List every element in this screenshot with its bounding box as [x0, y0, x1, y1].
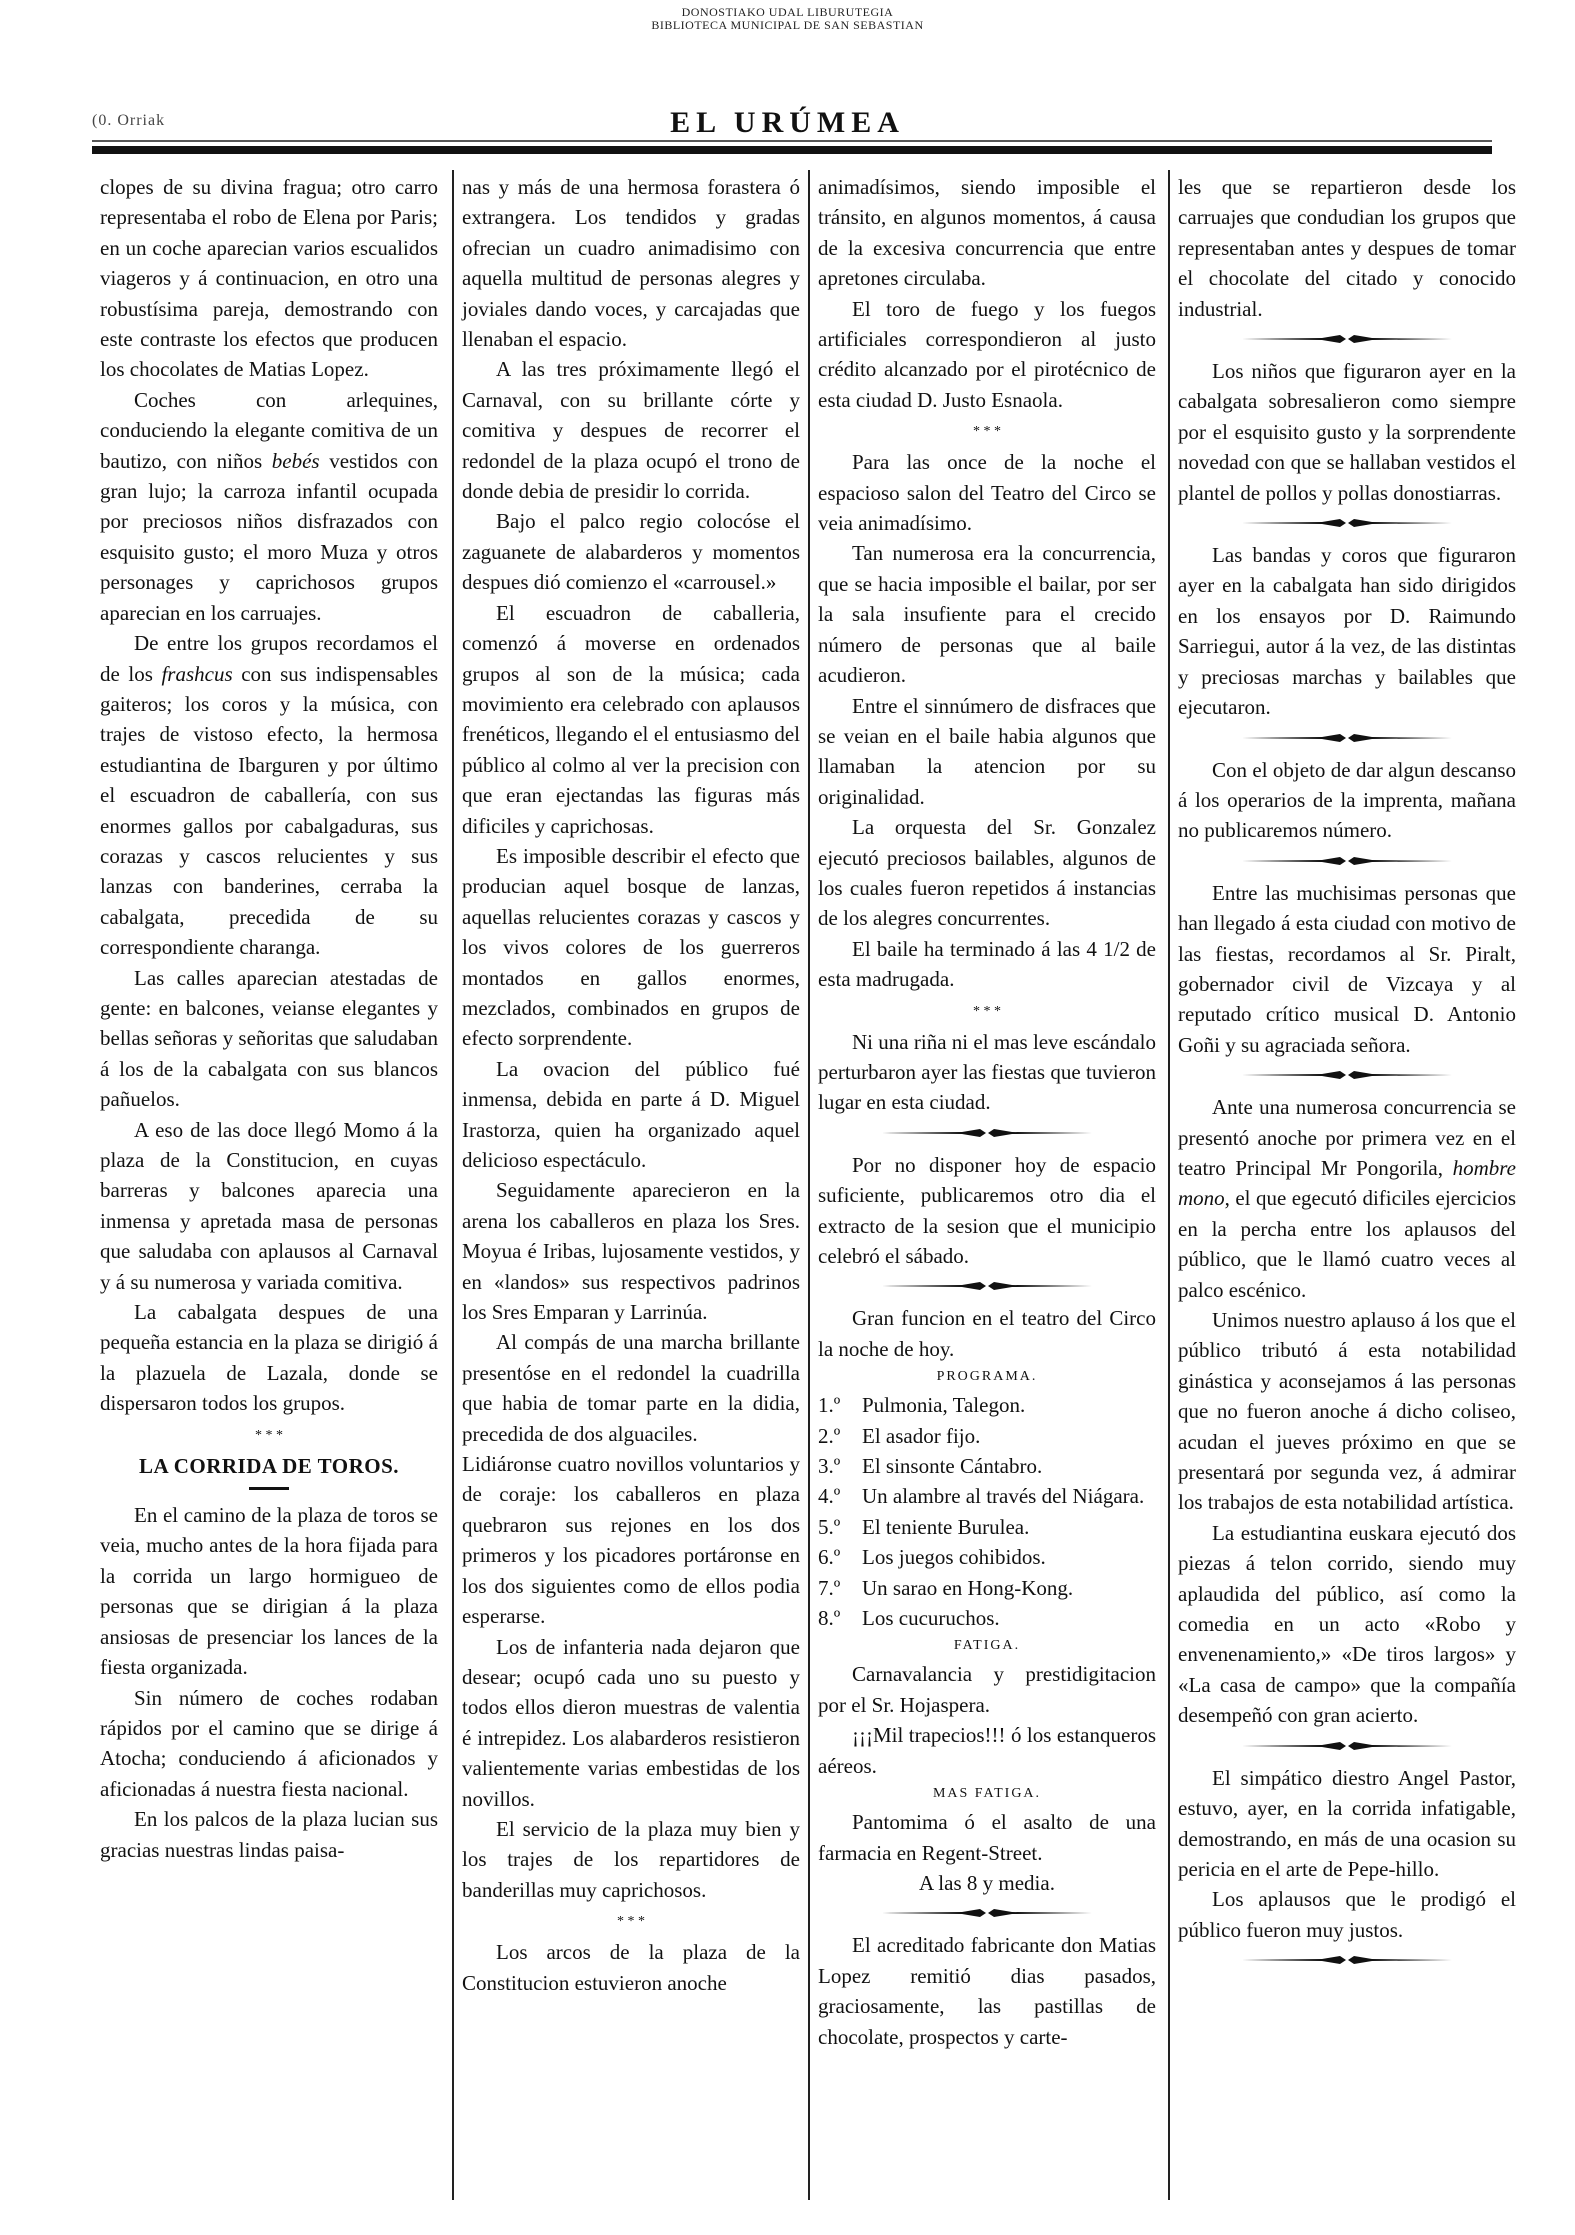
program-item-number: 3.º	[818, 1454, 841, 1479]
paragraph: Los niños que figuraron ayer en la cabalgata sobresalieron como siempre por el esquisito gusto y la sorprendente novedad con que se hallaban vestidos el plantel de pollos y pollas donostiarras.	[1178, 359, 1516, 505]
program-item	[818, 1451, 1156, 1481]
ornamental-divider	[1242, 518, 1452, 528]
text: con sus indispensables gaiteros; los coros y la música, con trajes de vistoso efecto, la hermosa estudiantina de Ibarguren y por último el escuadron de caballería, con sus enormes gallos por cabalgaduras, sus corazas y cascos relucientes y sus lanzas con banderines, cerraba la cabalgata, precedida de su correspondiente charanga.	[100, 661, 439, 960]
paragraph: Unimos nuestro aplauso á los que el público tributó á esta notabilidad ginástica y aconsejamos á las personas que no fueron anoche á dicho coliseo, acudan el jueves próximo en que se presentará por segunda vez, á admirar los trabajos de esta notabilidad artística.	[1178, 1308, 1516, 1515]
paragraph: En el camino de la plaza de toros se veia, mucho antes de la hora fijada para la corrida un largo hormigueo de personas que se dirigian á la plaza ansiosas de presenciar los lances de la fiesta organizada.	[100, 1503, 438, 1680]
section-asterisks: * * *	[973, 424, 1001, 440]
text: , el que egecutó dificiles ejercicios en la percha entre los aplausos del público, que le llamó cuatro veces al palco escénico.	[1178, 1186, 1516, 1302]
program-item	[818, 1421, 1156, 1451]
paragraph: Seguidamente aparecieron en la arena los caballeros en plaza los Sres. Moyua é Iribas, lujosamente vestidos, y en «landos» sus respectivos padrinos los Sres Emparan y Larrinúa.	[462, 1178, 800, 1325]
paragraph: La orquesta del Sr. Gonzalez ejecutó preciosos bailables, algunos de los cuales fueron repetidos á instancias de los alegres concurrentes.	[818, 815, 1156, 931]
header-rule-thick	[92, 146, 1492, 154]
text: De entre los grupos recordamos el de los	[100, 631, 438, 686]
column-4	[1178, 172, 1516, 1977]
paragraph: Pantomima ó el asalto de una farmacia en Regent-Street.	[818, 1810, 1156, 1865]
text: Ante una numerosa concurrencia se presentó anoche por primera vez en el teatro Principal Mr Pongorila,	[1178, 1095, 1516, 1180]
paragraph: La ovacion del público fué inmensa, debida en parte á D. Miguel Irastorza, quien ha organizado aquel delicioso espectáculo.	[462, 1056, 800, 1172]
paragraph: les que se repartieron desde los carruajes que condudian los grupos que representaban antes y despues de tomar el chocolate del citado y conocido industrial.	[1178, 175, 1516, 321]
paragraph: Lidiáronse cuatro novillos voluntarios y de coraje: los caballeros en plaza quebraron sus rejones en los dos primeros y los picadores portáronse en los dos siguientes como de ellos podia esperarse.	[462, 1452, 800, 1629]
header-rule-thin	[92, 140, 1492, 142]
program-item-number: 7.º	[818, 1575, 841, 1600]
program-item-text: El teniente Burulea.	[862, 1514, 1030, 1539]
paragraph: nas y más de una hermosa forastera ó extrangera. Los tendidos y gradas ofrecian un cuadro animadisimo con aquella multitud de personas alegres y joviales dando voces, y carcajadas que llenaban el espacio.	[462, 175, 800, 352]
ornamental-divider	[1242, 1955, 1452, 1965]
paragraph: Es imposible describir el efecto que producian aquel bosque de lanzas, aquellas relucientes corazas y cascos y los vivos colores de los guerreros montados en gallos enormes, mezclados, combinados en grupos de efecto sorprendente.	[462, 843, 800, 1051]
paragraph: En los palcos de la plaza lucian sus gracias nuestras lindas paisa-	[100, 1807, 438, 1862]
column-3	[818, 172, 1156, 2052]
program-item-number: 2.º	[818, 1423, 841, 1448]
italic-text: hombre mono	[1178, 1155, 1516, 1211]
paragraph: Por no disponer hoy de espacio suficiente, publicaremos otro dia el extracto de la sesion que el municipio celebró el sábado.	[818, 1152, 1156, 1268]
column-2	[462, 172, 800, 1998]
ornamental-divider	[882, 1128, 1092, 1138]
section-asterisks: * * *	[255, 1427, 283, 1443]
paragraph: La estudiantina euskara ejecutó dos piezas á telon corrido, siendo muy aplaudida del público, así como la comedia en un acto «Robo y envenenamiento,» «De tiros largos» y «La casa de campo» que la compañía desempeñó con gran acierto.	[1178, 1520, 1516, 1728]
paragraph: Los de infanteria nada dejaron que desear; ocupó cada uno su puesto y todos ellos dieron muestras de valentia é intrepidez. Los alabarderos resistieron valientemente varias embestidas de los novillos.	[462, 1634, 800, 1811]
heading-dash	[249, 1487, 289, 1490]
paragraph: El escuadron de caballeria, comenzó á moverse en ordenados grupos al son de la música; cada movimiento era celebrado con aplausos frenéticos, llegando el el entusiasmo del público al colmo al ver la precision con que eran ejectandas las figuras más dificiles y caprichosas.	[462, 600, 800, 838]
section-heading: LA CORRIDA DE TOROS.	[138, 1453, 400, 1478]
paragraph: Entre el sinnúmero de disfraces que se veian en el baile habia algunos que llamaban la atencion por su originalidad.	[818, 693, 1156, 809]
ornamental-divider	[882, 1281, 1092, 1291]
ornamental-divider	[882, 1908, 1092, 1918]
ornamental-divider	[1242, 733, 1452, 743]
column-divider	[1168, 170, 1170, 2200]
paragraph: clopes de su divina fragua; otro carro representaba el robo de Elena por Paris; en un coche aparecian varios escualidos viageros y á continuacion, en otro una robustísima pareja, demostrando con este contraste los efectos que producen los chocolates de Matias Lopez.	[100, 175, 438, 382]
program-item	[818, 1603, 1156, 1633]
library-stamp	[0, 6, 1575, 32]
program-item	[818, 1390, 1156, 1420]
paragraph: Para las once de la noche el espacioso salon del Teatro del Circo se veia animadísimo.	[818, 450, 1156, 536]
program-item-text: Los juegos cohibidos.	[862, 1545, 1046, 1570]
mas-fatiga-title: MAS FATIGA.	[932, 1786, 1042, 1802]
program-item-number: 6.º	[818, 1545, 841, 1570]
paragraph: Las calles aparecian atestadas de gente: en balcones, veianse elegantes y bellas señoras y señoritas que saludaban á los de la cabalgata con sus blancos pañuelos.	[100, 965, 438, 1112]
ornamental-divider	[1242, 1741, 1452, 1751]
paragraph: A las tres próximamente llegó el Carnaval, con su brillante córte y comitiva y despues de recorrer el redondel de la plaza ocupó el trono de donde debia de presidir lo corrida.	[462, 357, 800, 504]
program-item-text: El asador fijo.	[862, 1423, 981, 1448]
show-time: A las 8 y media.	[919, 1870, 1055, 1895]
library-stamp-line2: BIBLIOTECA MUNICIPAL DE SAN SEBASTIAN	[651, 18, 924, 32]
section-asterisks: * * *	[973, 1003, 1001, 1019]
paragraph: A eso de las doce llegó Momo á la plaza de la Constitucion, en cuyas barreras y balcones aparecia una inmensa y apretada masa de personas que saludaba con aplausos al Carnaval y á su numerosa y variada comitiva.	[100, 1117, 438, 1294]
program-item	[818, 1542, 1156, 1572]
paragraph: El simpático diestro Angel Pastor, estuvo, ayer, en la corrida infatigable, demostrando, en más de una ocasion su pericia en el arte de Pepe-hillo.	[1178, 1765, 1516, 1881]
text: vestidos con gran lujo; la carroza infantil ocupada por preciosos niños disfrazados con esquisito gusto; el moro Muza y otros personages y caprichosos grupos aparecian en los carruajes.	[100, 448, 438, 625]
ornamental-divider	[1242, 1070, 1452, 1080]
program-item-number: 8.º	[818, 1606, 841, 1631]
program-item-number: 1.º	[818, 1393, 841, 1418]
program-item-text: Pulmonia, Talegon.	[862, 1393, 1026, 1418]
ornamental-divider	[1242, 856, 1452, 866]
paragraph: Sin número de coches rodaban rápidos por el camino que se dirige á Atocha; conduciendo á aficionados y aficionadas á nuestra fiesta nacional.	[100, 1685, 438, 1801]
text: Coches con arlequines, conduciendo la elegante comitiva de un bautizo, con niños	[100, 387, 438, 473]
paragraph: El servicio de la plaza muy bien y los trajes de los repartidores de banderillas muy caprichosos.	[462, 1816, 800, 1902]
ornamental-divider	[1242, 334, 1452, 344]
paragraph: ¡¡¡Mil trapecios!!! ó los estanqueros aéreos.	[818, 1723, 1156, 1778]
paragraph: Tan numerosa era la concurrencia, que se hacia imposible el bailar, por ser la sala insufiente para el crecido número de personas que al baile acudieron.	[818, 541, 1156, 688]
paragraph: Las bandas y coros que figuraron ayer en la cabalgata han sido dirigidos en los ensayos por D. Raimundo Sarriegui, autor á la vez, de las distintas y preciosas marchas y bailables que ejecutaron.	[1178, 543, 1516, 720]
newspaper-title: EL URÚMEA	[670, 106, 905, 139]
paragraph: Los aplausos que le prodigó el público fueron muy justos.	[1178, 1887, 1516, 1942]
program-item	[818, 1512, 1156, 1542]
paragraph: El baile ha terminado á las 4 1/2 de esta madrugada.	[818, 936, 1156, 992]
italic-text: frashcus	[161, 661, 233, 686]
paragraph: animadísimos, siendo imposible el tránsito, en algunos momentos, á causa de la excesiva concurrencia que entre apretones circulaba.	[818, 175, 1156, 291]
program-item	[818, 1573, 1156, 1603]
program-item-text: Los cucuruchos.	[862, 1606, 1000, 1631]
italic-text: bebés	[271, 448, 320, 473]
paragraph: Ni una riña ni el mas leve escándalo perturbaron ayer las fiestas que tuvieron lugar en esta ciudad.	[818, 1029, 1156, 1115]
paragraph	[1178, 1092, 1516, 1305]
page-number: (0. Orriak	[92, 112, 166, 129]
paragraph: Los arcos de la plaza de la Constitucion estuvieron anoche	[462, 1940, 800, 1995]
program-item-number: 5.º	[818, 1514, 841, 1539]
program-item-text: El sinsonte Cántabro.	[862, 1454, 1043, 1479]
program-item-text: Un alambre al través del Niágara.	[862, 1484, 1145, 1509]
paragraph: Al compás de una marcha brillante presentóse en el redondel la cuadrilla que habia de tomar parte en la didia, precedida de dos alguaciles.	[462, 1330, 800, 1446]
program-item-text: Un sarao en Hong-Kong.	[862, 1575, 1074, 1600]
column-divider	[808, 170, 810, 2200]
program-item	[818, 1481, 1156, 1511]
program-title: PROGRAMA.	[936, 1369, 1038, 1385]
paragraph: Bajo el palco regio colocóse el zaguanete de alabarderos y momentos despues dió comienzo el «carrousel.»	[462, 509, 800, 595]
program-list	[818, 1390, 1156, 1633]
column-divider	[452, 170, 454, 2200]
paragraph: El toro de fuego y los fuegos artificiales correspondieron al justo crédito alcanzado por el pirotécnico de esta ciudad D. Justo Esnaola.	[818, 296, 1156, 412]
paragraph: Entre las muchisimas personas que han llegado á esta ciudad con motivo de las fiestas, recordamos al Sr. Piralt, gobernador civil de Vizcaya y al reputado crítico musical D. Antonio Goñi y su agraciada señora.	[1178, 880, 1516, 1057]
paragraph: Con el objeto de dar algun descanso á los operarios de la imprenta, mañana no publicaremos número.	[1178, 757, 1516, 843]
library-stamp-line1: DONOSTIAKO UDAL LIBURUTEGIA	[681, 5, 894, 19]
paragraph: Carnavalancia y prestidigitacion por el Sr. Hojaspera.	[818, 1662, 1156, 1717]
paragraph: Gran funcion en el teatro del Circo la noche de hoy.	[818, 1306, 1156, 1361]
fatiga-title: FATIGA.	[953, 1638, 1021, 1654]
section-asterisks: * * *	[617, 1914, 645, 1930]
column-1	[100, 172, 438, 1865]
paragraph	[100, 385, 438, 628]
paragraph: La cabalgata despues de una pequeña estancia en la plaza se dirigió á la plazuela de Lazala, donde se dispersaron todos los grupos.	[100, 1300, 438, 1416]
paragraph	[100, 628, 438, 962]
paragraph: El acreditado fabricante don Matias Lopez remitió dias pasados, graciosamente, las pastillas de chocolate, prospectos y carte-	[818, 1933, 1156, 2049]
program-item-number: 4.º	[818, 1484, 841, 1509]
